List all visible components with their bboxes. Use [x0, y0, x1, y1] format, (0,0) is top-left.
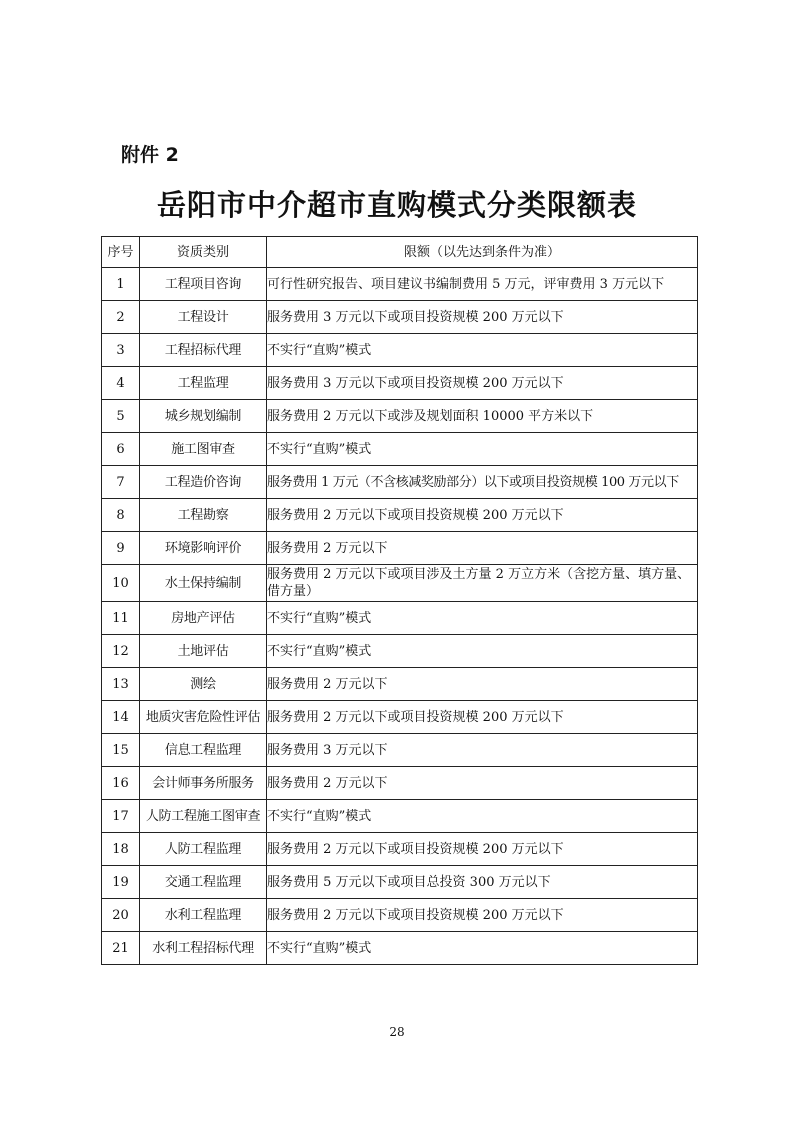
- table-row: [102, 833, 698, 866]
- row-seq: 3: [102, 334, 140, 367]
- row-limit: 不实行“直购”模式: [267, 932, 698, 965]
- row-seq: 4: [102, 367, 140, 400]
- row-seq: 8: [102, 499, 140, 532]
- row-seq: 11: [102, 602, 140, 635]
- header-category: 资质类别: [140, 237, 267, 268]
- table-header-row: [102, 237, 698, 268]
- row-seq: 7: [102, 466, 140, 499]
- row-limit: 服务费用 2 万元以下: [267, 668, 698, 701]
- row-category: 会计师事务所服务: [140, 767, 267, 800]
- row-category: 交通工程监理: [140, 866, 267, 899]
- row-seq: 18: [102, 833, 140, 866]
- row-limit: 服务费用 2 万元以下或涉及规划面积 10000 平方米以下: [267, 400, 698, 433]
- row-seq: 9: [102, 532, 140, 565]
- row-limit: 服务费用 2 万元以下或项目投资规模 200 万元以下: [267, 899, 698, 932]
- row-category: 水土保持编制: [140, 565, 267, 602]
- row-category: 信息工程监理: [140, 734, 267, 767]
- table-row: [102, 532, 698, 565]
- table-row: [102, 400, 698, 433]
- row-limit: 服务费用 3 万元以下或项目投资规模 200 万元以下: [267, 301, 698, 334]
- row-category: 水利工程招标代理: [140, 932, 267, 965]
- row-limit: 服务费用 2 万元以下或项目涉及土方量 2 万立方米（含挖方量、填方量、借方量）: [267, 565, 698, 602]
- row-category: 工程项目咨询: [140, 268, 267, 301]
- table-row: [102, 800, 698, 833]
- row-category: 房地产评估: [140, 602, 267, 635]
- row-seq: 5: [102, 400, 140, 433]
- row-limit: 服务费用 3 万元以下或项目投资规模 200 万元以下: [267, 367, 698, 400]
- table-row: [102, 668, 698, 701]
- row-seq: 14: [102, 701, 140, 734]
- row-seq: 12: [102, 635, 140, 668]
- row-limit: 服务费用 3 万元以下: [267, 734, 698, 767]
- row-seq: 20: [102, 899, 140, 932]
- row-limit: 服务费用 2 万元以下或项目投资规模 200 万元以下: [267, 701, 698, 734]
- table-row: [102, 499, 698, 532]
- table-row: [102, 602, 698, 635]
- header-limit: 限额（以先达到条件为准）: [267, 237, 698, 268]
- table-row: [102, 565, 698, 602]
- row-limit: 服务费用 2 万元以下: [267, 532, 698, 565]
- table-row: [102, 433, 698, 466]
- table-row: [102, 932, 698, 965]
- row-category: 工程监理: [140, 367, 267, 400]
- row-seq: 16: [102, 767, 140, 800]
- row-category: 水利工程监理: [140, 899, 267, 932]
- row-category: 地质灾害危险性评估: [140, 701, 267, 734]
- row-seq: 21: [102, 932, 140, 965]
- attachment-label: 附件 2: [121, 144, 179, 166]
- row-seq: 2: [102, 301, 140, 334]
- table-row: [102, 767, 698, 800]
- row-seq: 17: [102, 800, 140, 833]
- row-limit: 可行性研究报告、项目建议书编制费用 5 万元，评审费用 3 万元以下: [267, 268, 698, 301]
- document-title: 岳阳市中介超市直购模式分类限额表: [156, 188, 637, 222]
- row-category: 人防工程监理: [140, 833, 267, 866]
- row-category: 工程勘察: [140, 499, 267, 532]
- row-limit: 服务费用 2 万元以下或项目投资规模 200 万元以下: [267, 833, 698, 866]
- row-seq: 15: [102, 734, 140, 767]
- row-category: 环境影响评价: [140, 532, 267, 565]
- table-row: [102, 268, 698, 301]
- row-limit: 服务费用 5 万元以下或项目总投资 300 万元以下: [267, 866, 698, 899]
- row-seq: 19: [102, 866, 140, 899]
- row-category: 工程设计: [140, 301, 267, 334]
- row-limit: 不实行“直购”模式: [267, 635, 698, 668]
- table-row: [102, 466, 698, 499]
- table-row: [102, 635, 698, 668]
- table-row: [102, 866, 698, 899]
- table-row: [102, 334, 698, 367]
- row-category: 土地评估: [140, 635, 267, 668]
- row-limit: 不实行“直购”模式: [267, 602, 698, 635]
- table-row: [102, 367, 698, 400]
- quota-table: [101, 236, 698, 965]
- row-category: 工程招标代理: [140, 334, 267, 367]
- row-limit: 服务费用 2 万元以下: [267, 767, 698, 800]
- row-seq: 1: [102, 268, 140, 301]
- row-limit: 服务费用 1 万元（不含核减奖励部分）以下或项目投资规模 100 万元以下: [267, 466, 698, 499]
- table-row: [102, 701, 698, 734]
- row-limit: 不实行“直购”模式: [267, 433, 698, 466]
- table-row: [102, 301, 698, 334]
- row-seq: 6: [102, 433, 140, 466]
- row-category: 人防工程施工图审查: [140, 800, 267, 833]
- row-limit: 服务费用 2 万元以下或项目投资规模 200 万元以下: [267, 499, 698, 532]
- row-category: 测绘: [140, 668, 267, 701]
- table-row: [102, 899, 698, 932]
- row-category: 施工图审查: [140, 433, 267, 466]
- row-category: 工程造价咨询: [140, 466, 267, 499]
- header-seq: 序号: [102, 237, 140, 268]
- row-limit: 不实行“直购”模式: [267, 800, 698, 833]
- row-seq: 13: [102, 668, 140, 701]
- page-number: 28: [389, 1025, 405, 1039]
- table-row: [102, 734, 698, 767]
- row-seq: 10: [102, 565, 140, 602]
- row-limit: 不实行“直购”模式: [267, 334, 698, 367]
- row-category: 城乡规划编制: [140, 400, 267, 433]
